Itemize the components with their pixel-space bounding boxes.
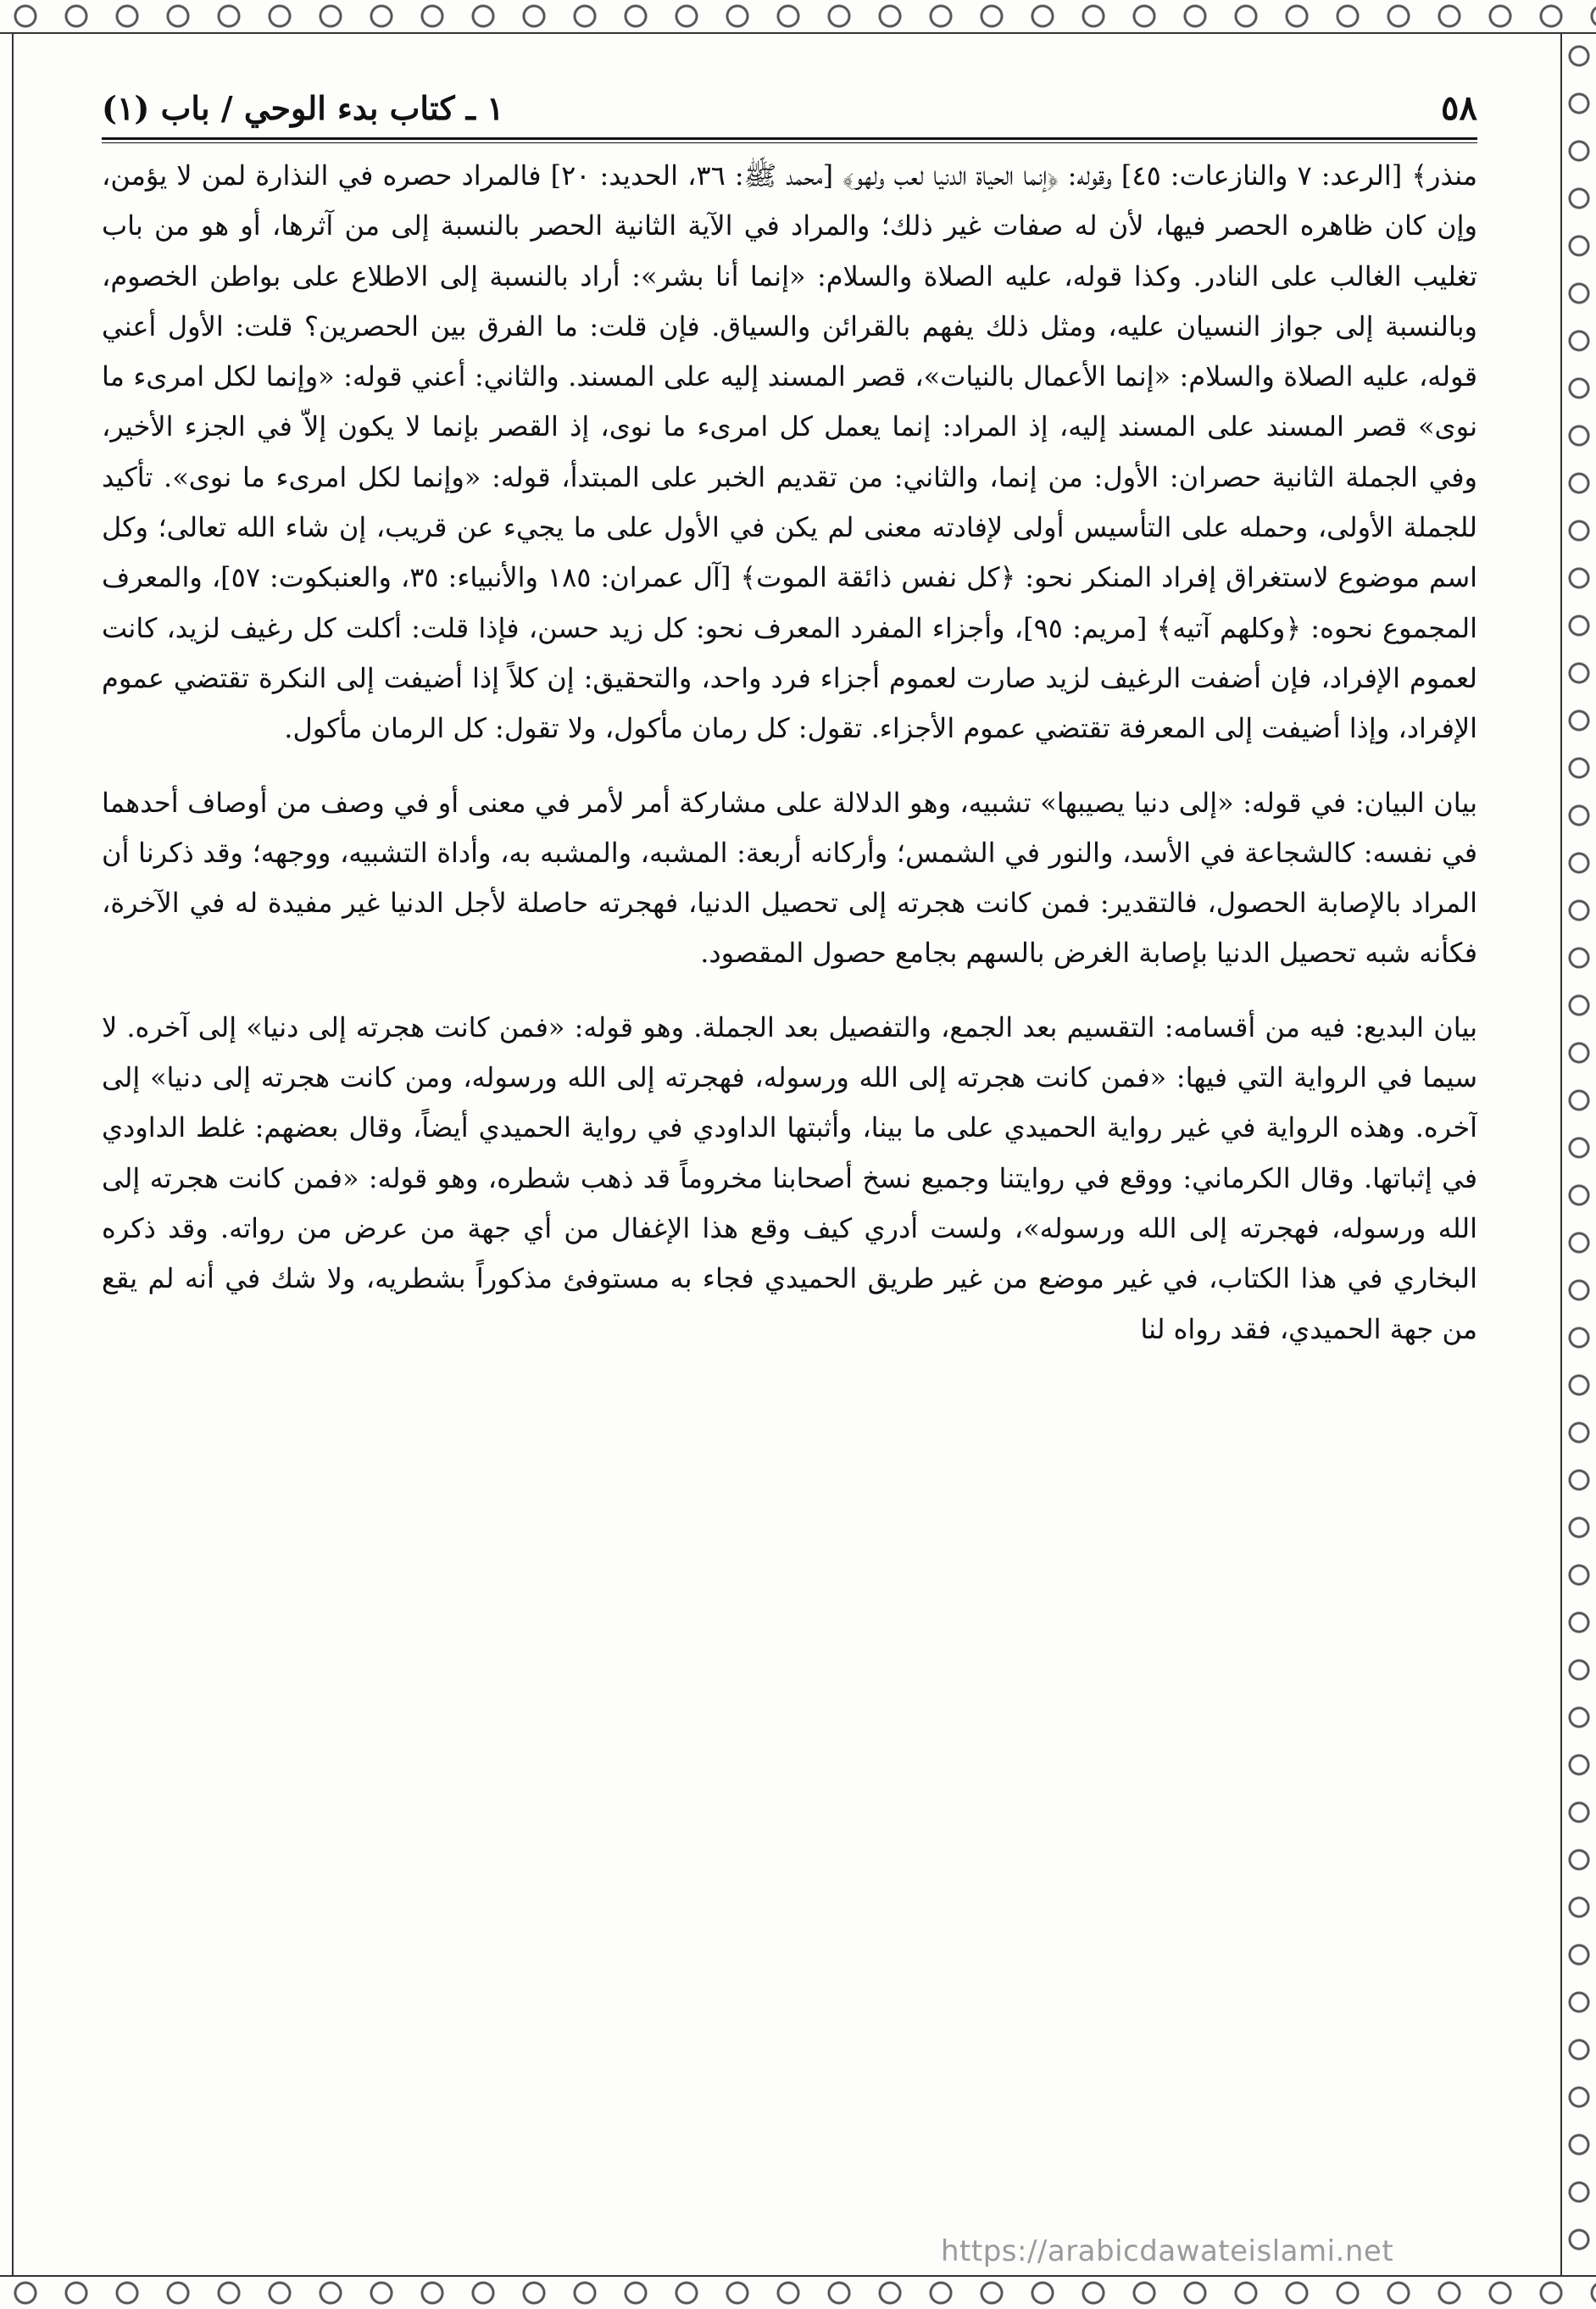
watermark-url: https://arabicdawateislami.net	[941, 2234, 1394, 2268]
ornamental-border-top	[0, 0, 1596, 34]
header-divider	[102, 142, 1477, 143]
ornamental-border-right	[1560, 32, 1596, 2277]
page-body	[102, 151, 1477, 2275]
paragraph	[102, 1003, 1477, 1355]
ornamental-border-left	[0, 32, 14, 2277]
paragraph-text: بيان البديع: فيه من أقسامه: التقسيم بعد الجمع، والتفصيل بعد الجملة. وهو قوله: «فمن كانت هجرته إلى دنيا» إلى آخره. لا سيما في الرواية التي فيها: «فمن كانت هجرته إلى الله ورسوله، فهجرته إلى الله ورسوله، ومن كانت هجرته إلى دنيا» إلى آخره. وهذه الرواية في غير رواية الحميدي على ما بينا، وأثبتها الداودي في رواية الحميدي أيضاً، وقال بعضهم: غلط الداودي في إثباتها. وقال الكرماني: ووقع في روايتنا وجميع نسخ أصحابنا مخروماً قد ذهب شطره، وهو قوله: «فمن كانت هجرته إلى الله ورسوله، فهجرته إلى الله ورسوله»، ولست أدري كيف وقع هذا الإغفال من أي جهة من عرض من رواته. وقد ذكره البخاري في هذا الكتاب، في غير موضع من غير طريق الحميدي فجاء به مستوفئ مذكوراً بشطريه، ولا شك في أنه لم يقع من جهة الحميدي، فقد رواه لنا	[102, 1010, 1477, 1345]
paragraph-text: منذر﴾ [الرعد: ٧ والنازعات: ٤٥] وقوله: ﴿إنما الحياة الدنيا لعب ولهو﴾ [محمد ﷺ: ٣٦، الحديد: ٢٠] فالمراد حصره في النذارة لمن لا يؤمن، وإن كان ظاهره الحصر فيها، لأن له صفات غير ذلك؛ والمراد في الآية الثانية الحصر بالنسبة إلى من آثرها، أو هو من باب تغليب الغالب على النادر. وكذا قوله، عليه الصلاة والسلام: «إنما أنا بشر»: أراد بالنسبة إلى الاطلاع على بواطن الخصوم، وبالنسبة إلى جواز النسيان عليه، ومثل ذلك يفهم بالقرائن والسياق. فإن قلت: ما الفرق بين الحصرين؟ قلت: الأول أعني قوله، عليه الصلاة والسلام: «إنما الأعمال بالنيات»، قصر المسند إليه على المسند. والثاني: أعني قوله: «وإنما لكل امرىء ما نوى» قصر المسند على المسند إليه، إذ المراد: إنما يعمل كل امرىء ما نوى، إذ القصر بإنما لا يكون إلاّ في الجزء الأخير، وفي الجملة الثانية حصران: الأول: من إنما، والثاني: من تقديم الخبر على المبتدأ، قوله: «وإنما لكل امرىء ما نوى». تأكيد للجملة الأولى، وحمله على التأسيس أولى لإفادته معنى لم يكن في الأول على ما يجيء عن قريب، إن شاء الله تعالى؛ وكل اسم موضوع لاستغراق إفراد المنكر نحو: ﴿كل نفس ذائقة الموت﴾ [آل عمران: ١٨٥ والأنبياء: ٣٥، والعنبكوت: ٥٧]، والمعرف المجموع نحوه: ﴿وكلهم آتيه﴾ [مريم: ٩٥]، وأجزاء المفرد المعرف نحو: كل زيد حسن، فإذا قلت: أكلت كل رغيف لزيد، كانت لعموم الإفراد، فإن أضفت الرغيف لزيد صارت لعموم أجزاء فرد واحد، والتحقيق: إن كلاً إذا أضيفت إلى النكرة تقتضي عموم الإفراد، وإذا أضيفت إلى المعرفة تقتضي عموم الأجزاء. تقول: كل رمان مأكول، ولا تقول: كل الرمان مأكول.	[102, 159, 1477, 745]
chapter-title: ١ ـ كتاب بدء الوحي / باب (١)	[102, 88, 504, 127]
paragraph	[102, 151, 1477, 754]
ornamental-border-bottom	[0, 2275, 1596, 2309]
paragraph	[102, 778, 1477, 979]
page-number: ٥٨	[1441, 87, 1477, 128]
paragraph-text: بيان البيان: في قوله: «إلى دنيا يصيبها» تشبيه، وهو الدلالة على مشاركة أمر لأمر في معنى أو في وصف من أوصاف أحدهما في نفسه: كالشجاعة في الأسد، والنور في الشمس؛ وأركانه أربعة: المشبه، والمشبه به، وأداة التشبيه، ووجهه؛ وقد ذكرنا أن المراد بالإصابة الحصول، فالتقدير: فمن كانت هجرته إلى تحصيل الدنيا، فهجرته حاصلة لأجل الدنيا غير مفيدة له في الآخرة، فكأنه شبه تحصيل الدنيا بإصابة الغرض بالسهم بجامع حصول المقصود.	[102, 786, 1477, 970]
page-header	[102, 78, 1477, 140]
